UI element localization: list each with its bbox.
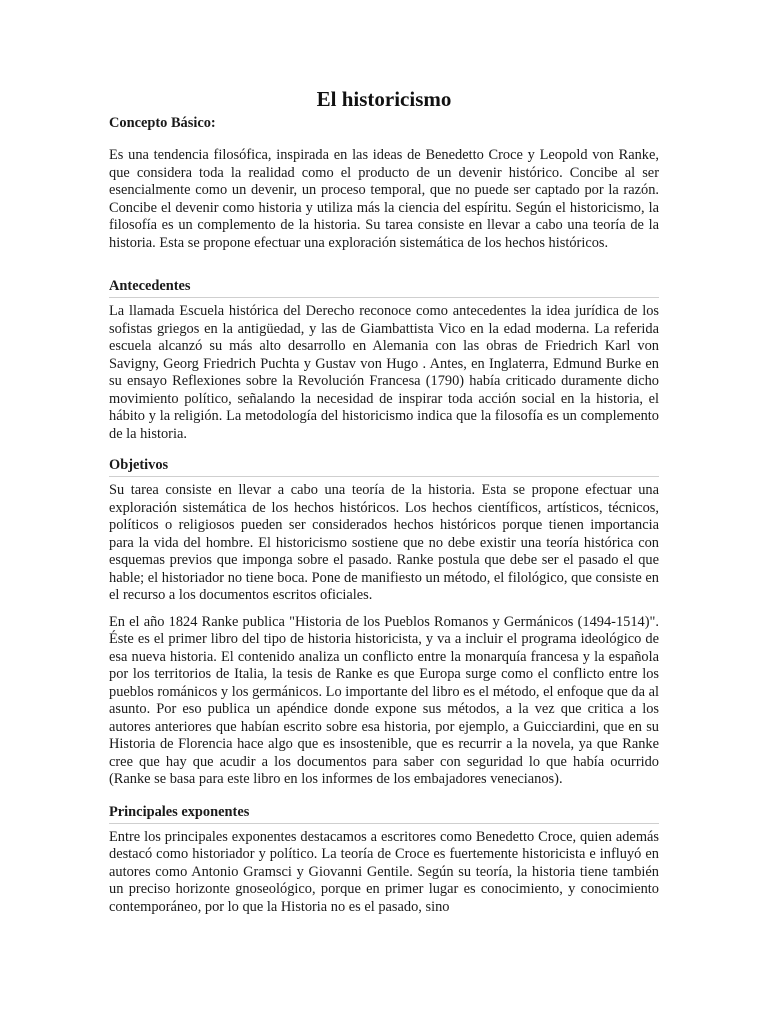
document-page <box>109 86 659 916</box>
section-heading-antecedentes: Antecedentes <box>109 278 659 298</box>
exponentes-paragraph: Entre los principales exponentes destacamos a escritores como Benedetto Croce, quien además destacó como historiador y político. La teoría de Croce es fuertemente historicista e influyó en autores como Antonio Gramsci y Giovanni Gentile. Según su teoría, la historia tiene también un preciso horizonte gnoseológico, porque en primer lugar es conocimiento, y conocimiento contemporáneo, por lo que la Historia no es el pasado, sino <box>109 828 659 915</box>
section-heading-exponentes: Principales exponentes <box>109 804 659 824</box>
concept-heading: Concepto Básico: <box>109 115 216 131</box>
page-title: El historicismo <box>316 87 452 111</box>
section-heading-objetivos: Objetivos <box>109 457 659 477</box>
antecedentes-paragraph: La llamada Escuela histórica del Derecho reconoce como antecedentes la idea jurídica de los sofistas griegos en la antigüedad, y las de Giambattista Vico en la edad moderna. La referida escuela alcanzó su más alto desarrollo en Alemania con las obras de Friedrich Karl von Savigny, Georg Friedrich Puchta y Gustav von Hugo . Antes, en Inglaterra, Edmund Burke en su ensayo Reflexiones sobre la Revolución Francesa (1790) había criticado duramente dicho movimiento político, señalando la necesidad de inspirar toda acción social en la historia, el hábito y la religión. La metodología del historicismo indica que la filosofía es un complemento de la historia. <box>109 303 659 442</box>
concept-paragraph: Es una tendencia filosófica, inspirada en las ideas de Benedetto Croce y Leopold von Ranke, que considera toda la realidad como el producto de un devenir histórico. Concibe al ser esencialmente como un devenir, un proceso temporal, que no puede ser captado por la razón. Concibe el devenir como historia y utiliza más la ciencia del espíritu. Según el historicismo, la filosofía es un complemento de la historia. Su tarea consiste en llevar a cabo una teoría de la historia. Esta se propone efectuar una exploración sistemática de los hechos históricos. <box>109 147 659 251</box>
objetivos-paragraph-2: En el año 1824 Ranke publica "Historia de los Pueblos Romanos y Germánicos (1494-1514)". Éste es el primer libro del tipo de historia historicista, y va a incluir el programa ideológico de esa nueva historia. El contenido analiza un conflicto entre la monarquía francesa y la española por los territorios de Italia, la tesis de Ranke es que Europa surge como el conflicto entre los pueblos románicos y los germánicos. Lo importante del libro es el método, el enfoque que da al asunto. Por eso publica un apéndice donde expone sus métodos, a la vez que critica a los autores anteriores que habían escrito sobre esa historia, por ejemplo, a Guicciardini, que en su Historia de Florencia hace algo que es insostenible, que es recurrir a la novela, ya que Ranke cree que hay que acudir a los documentos para saber con seguridad lo que había ocurrido (Ranke se basa para este libro en los informes de los embajadores venecianos). <box>109 613 659 787</box>
objetivos-paragraph-1: Su tarea consiste en llevar a cabo una teoría de la historia. Esta se propone efectuar una exploración sistemática de los hechos históricos. Los hechos científicos, artísticos, técnicos, políticos o religiosos pueden ser considerados hechos históricos porque tienen importancia para la vida del hombre. El historicismo sostiene que no debe existir una teoría histórica con esquemas previos que imponga sobre el pasado. Ranke postula que debe ser el pasado el que hable; el historiador no tiene boca. Pone de manifiesto un método, el filológico, que consiste en el recurso a los documentos escritos oficiales. <box>109 482 659 603</box>
